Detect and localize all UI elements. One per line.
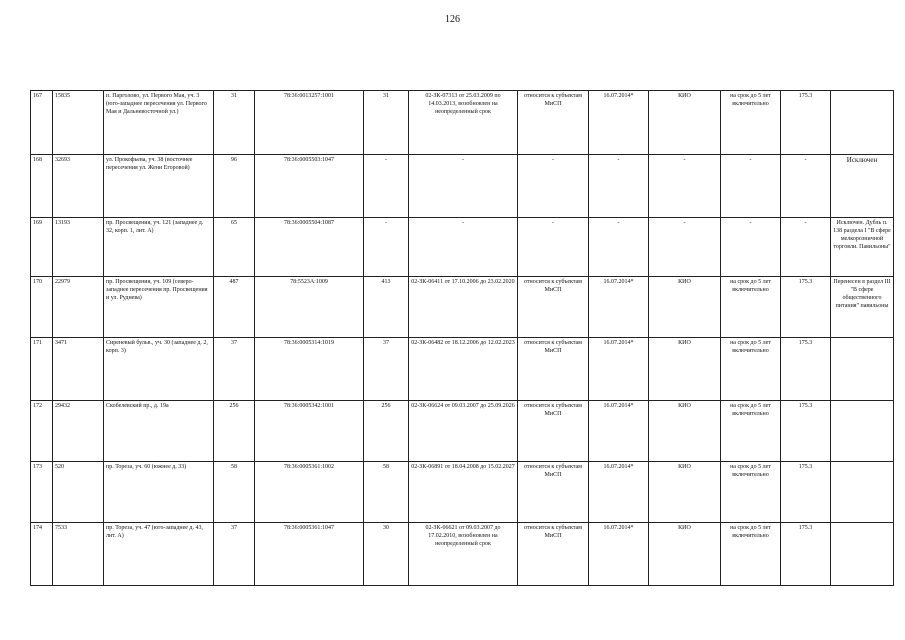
leased-area: - [364,218,409,277]
cadastral-number: 78:36:0005361:1047 [255,523,364,586]
inclusion-date: - [589,218,649,277]
note-cell: Исключен. Дубль п. 138 раздела I "В сфере мелкорозничной торговли. Павильоны" [831,218,894,277]
authority: - [649,155,721,218]
leased-area: - [364,155,409,218]
leased-area: 31 [364,91,409,155]
table-row [31,277,894,338]
law-reference: 175.3 [781,401,831,462]
area-cell: 37 [214,338,255,401]
lease-term: на срок до 5 лет включительно [721,462,781,523]
law-reference: 175.3 [781,338,831,401]
table-row [31,218,894,277]
page-number: 126 [445,14,460,25]
law-reference: 175.3 [781,277,831,338]
leased-area: 30 [364,523,409,586]
object-code: 7533 [53,523,104,586]
law-reference: 175.3 [781,462,831,523]
sme-status: - [518,155,589,218]
authority: - [649,218,721,277]
table-row [31,401,894,462]
area-cell: 487 [214,277,255,338]
inclusion-date: 16.07.2014* [589,523,649,586]
note-cell [831,91,894,155]
table-row [31,523,894,586]
sme-status: относится к субъектам МиСП [518,277,589,338]
area-cell: 37 [214,523,255,586]
sme-status: относится к субъектам МиСП [518,523,589,586]
row-number: 167 [31,91,53,155]
cadastral-number: 78:36:0005342:1001 [255,401,364,462]
lease-agreement: - [409,155,518,218]
object-code: 15835 [53,91,104,155]
law-reference: 175.3 [781,523,831,586]
cadastral-number: 78:36:0005504:1087 [255,218,364,277]
authority: КИО [649,523,721,586]
area-cell: 58 [214,462,255,523]
row-number: 171 [31,338,53,401]
authority: КИО [649,338,721,401]
sme-status: - [518,218,589,277]
object-code: 13193 [53,218,104,277]
lease-agreement: - [409,218,518,277]
authority: КИО [649,462,721,523]
address-cell: Скобелевский пр., д. 19а [104,401,214,462]
leased-area: 37 [364,338,409,401]
cadastral-number: 78:36:0013257:1001 [255,91,364,155]
object-code: 29432 [53,401,104,462]
sme-status: относится к субъектам МиСП [518,91,589,155]
lease-agreement: 02-ЗК-06621 от 09.03.2007 до 17.02.2010, возобновлен на неопределенный срок [409,523,518,586]
inclusion-date: 16.07.2014* [589,401,649,462]
authority: КИО [649,401,721,462]
lease-term: - [721,155,781,218]
cadastral-number: 78:36:0005314:1019 [255,338,364,401]
row-number: 174 [31,523,53,586]
sme-status: относится к субъектам МиСП [518,462,589,523]
inclusion-date: 16.07.2014* [589,277,649,338]
cadastral-number: 78:36:0005503:1047 [255,155,364,218]
address-cell: п. Парголово, ул. Первого Мая, уч. 3 (юго-западнее пересечения ул. Первого Мая и Дальневосточной ул.) [104,91,214,155]
lease-agreement: 02-ЗК-06891 от 18.04.2008 до 15.02.2027 [409,462,518,523]
lease-term: - [721,218,781,277]
note-cell: Исключен [831,155,894,218]
address-cell: ул. Прокофьева, уч. 38 (восточнее пересечения ул. Жени Егоровой) [104,155,214,218]
table-row [31,462,894,523]
address-cell: пр. Просвещения, уч. 121 (западнее д. 32, корп. 1, лит. А) [104,218,214,277]
address-cell: пр. Тореза, уч. 60 (южнее д. 33) [104,462,214,523]
area-cell: 65 [214,218,255,277]
row-number: 169 [31,218,53,277]
leased-area: 256 [364,401,409,462]
area-cell: 256 [214,401,255,462]
authority: КИО [649,277,721,338]
lease-term: на срок до 5 лет включительно [721,338,781,401]
address-cell: пр. Тореза, уч. 47 (юго-западнее д. 43, лит. А) [104,523,214,586]
table-row [31,338,894,401]
law-reference: - [781,218,831,277]
law-reference: - [781,155,831,218]
row-number: 172 [31,401,53,462]
leased-area: 58 [364,462,409,523]
object-code: 3471 [53,338,104,401]
note-cell [831,523,894,586]
inclusion-date: - [589,155,649,218]
table-row [31,91,894,155]
object-code: 22979 [53,277,104,338]
leased-area: 413 [364,277,409,338]
inclusion-date: 16.07.2014* [589,462,649,523]
authority: КИО [649,91,721,155]
lease-term: на срок до 5 лет включительно [721,523,781,586]
area-cell: 31 [214,91,255,155]
lease-term: на срок до 5 лет включительно [721,91,781,155]
row-number: 170 [31,277,53,338]
row-number: 168 [31,155,53,218]
lease-term: на срок до 5 лет включительно [721,401,781,462]
sme-status: относится к субъектам МиСП [518,401,589,462]
note-cell: Перенесен в раздел III "В сфере общественного питания" павильоны [831,277,894,338]
table-row [31,155,894,218]
lease-agreement: 02-ЗК-07313 от 25.03.2009 по 14.03.2013, возобновлен на неопределенный срок [409,91,518,155]
lease-agreement: 02-ЗК-06411 от 17.10.2006 до 23.02.2020 [409,277,518,338]
note-cell [831,338,894,401]
lease-term: на срок до 5 лет включительно [721,277,781,338]
row-number: 173 [31,462,53,523]
lease-agreement: 02-ЗК-06624 от 09.03.2007 до 25.09.2026 [409,401,518,462]
law-reference: 175.3 [781,91,831,155]
address-cell: пр. Просвещения, уч. 109 (северо-западнее пересечения пр. Просвещения и ул. Руднева) [104,277,214,338]
cadastral-number: 78:36:0005361:1002 [255,462,364,523]
inclusion-date: 16.07.2014* [589,338,649,401]
note-cell [831,401,894,462]
register-table [30,90,894,586]
area-cell: 96 [214,155,255,218]
lease-agreement: 02-ЗК-06482 от 18.12.2006 до 12.02.2023 [409,338,518,401]
object-code: 520 [53,462,104,523]
object-code: 32693 [53,155,104,218]
sme-status: относится к субъектам МиСП [518,338,589,401]
address-cell: Сиреневый бульв., уч. 30 (западнее д. 2, корп. 3) [104,338,214,401]
cadastral-number: 78:5523A:1009 [255,277,364,338]
inclusion-date: 16.07.2014* [589,91,649,155]
note-cell [831,462,894,523]
